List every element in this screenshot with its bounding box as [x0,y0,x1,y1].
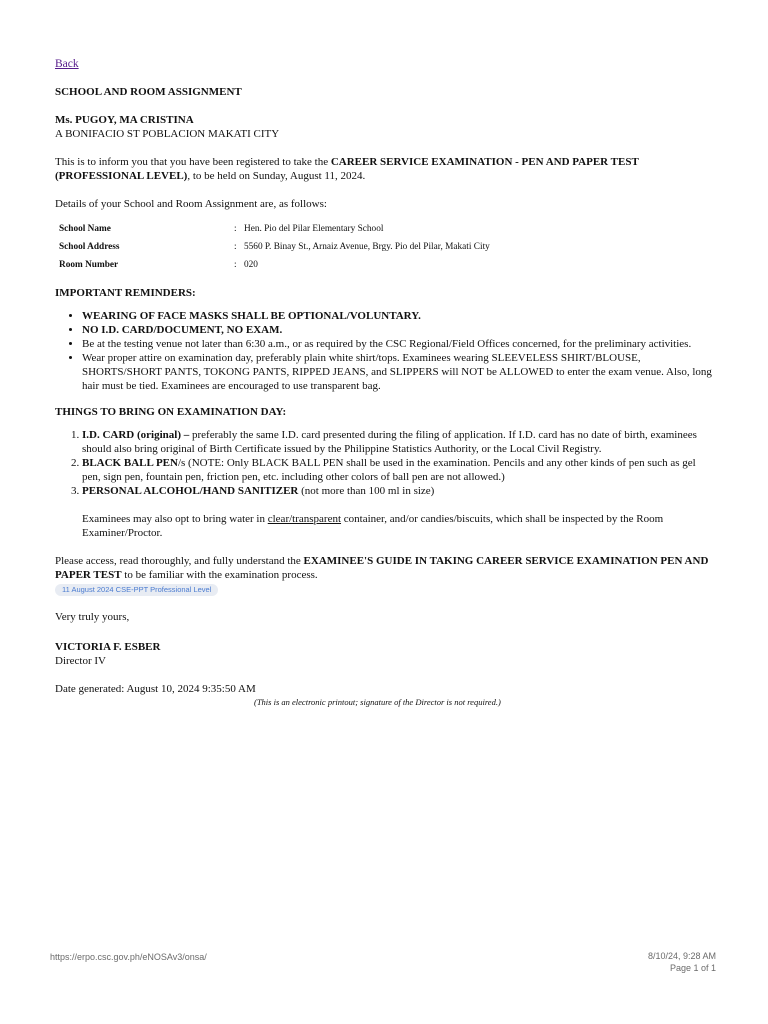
page-title: SCHOOL AND ROOM ASSIGNMENT [55,86,242,98]
assignment-details-table [55,220,490,274]
signatory-name: VICTORIA F. ESBER [55,641,161,653]
detail-label: Room Number [59,260,119,270]
reminder-item [82,323,715,337]
detail-value: Hen. Pio del Pilar Elementary School [244,224,384,234]
bring-item-title: BLACK BALL PEN [82,457,178,469]
reminders-list [55,309,715,393]
bring-heading: THINGS TO BRING ON EXAMINATION DAY: [55,406,287,418]
bring-item [82,484,715,498]
guide-link-chip[interactable]: 11 August 2024 CSE-PPT Professional Level [55,584,218,596]
reminder-item [82,337,715,351]
detail-label: School Name [59,224,111,234]
guide-suffix: to be familiar with the examination process. [121,569,318,581]
reminder-text: Be at the testing venue not later than 6:30 a.m., or as required by the CSC Regional/Field Offices concerned, for the preliminary activities. [82,338,692,350]
details-intro: Details of your School and Room Assignment are, as follows: [55,198,327,210]
electronic-printout-note: (This is an electronic printout; signature of the Director is not required.) [254,697,501,707]
bring-item [82,428,715,456]
detail-row-room-number [55,256,490,274]
bring-item-title: PERSONAL ALCOHOL/HAND SANITIZER [82,485,299,497]
bring-list [55,428,715,498]
document-body [55,57,715,708]
detail-label: School Address [59,242,120,252]
signatory-title: Director IV [55,655,107,667]
bring-item-text: (not more than 100 ml in size) [298,485,435,497]
back-link[interactable]: Back [55,58,79,70]
reminder-text: WEARING OF FACE MASKS SHALL BE OPTIONAL/VOLUNTARY. [82,310,421,322]
reminder-text: NO I.D. CARD/DOCUMENT, NO EXAM. [82,324,283,336]
detail-separator: : [234,224,237,234]
detail-separator: : [234,242,237,252]
reminder-item [82,309,715,323]
reminders-heading: IMPORTANT REMINDERS: [55,287,196,299]
guide-paragraph [55,554,715,582]
extra-prefix: Examinees may also opt to bring water in [82,513,268,525]
detail-row-school-name [55,220,490,238]
bring-extra-note [82,512,715,540]
bring-item-text: /s (NOTE: Only BLACK BALL PEN shall be used in the examination. Pencils and any other kinds of pen such as gel pen, sign pen, fountain pen, friction pen, etc. including other colors of ball pen are not allowed.) [82,457,696,483]
extra-underlined: clear/transparent [267,513,342,525]
recipient-address: A BONIFACIO ST POBLACION MAKATI CITY [55,128,280,140]
date-generated: Date generated: August 10, 2024 9:35:50 AM [55,683,256,695]
guide-prefix: Please access, read thoroughly, and fully understand the [55,555,304,567]
detail-separator: : [234,260,237,270]
closing-line: Very truly yours, [55,611,130,623]
print-footer-meta [648,950,716,974]
intro-paragraph [55,155,715,183]
detail-row-school-address [55,238,490,256]
bring-item-text: preferably the same I.D. card presented during the filing of application. If I.D. card has no date of birth, examinees should also bring original of Birth Certificate issued by the Philippine Statistics Authority, or the Local Civil Registry. [82,429,697,455]
exam-name: CAREER SERVICE EXAMINATION - PEN AND PAPER TEST (PROFESSIONAL LEVEL) [55,156,639,182]
reminder-text: Wear proper attire on examination day, preferably plain white shirt/tops. Examinees wearing SLEEVELESS SHIRT/BLOUSE, SHORTS/SHORT PANTS, TOKONG PANTS, RIPPED JEANS, and SLIPPERS will NOT be ALLOWED to enter the exam venue. Also, long hair must be tied. Examinees are encouraged to use transparent bag. [82,352,712,392]
intro-suffix: , to be held on Sunday, August 11, 2024. [187,170,366,182]
extra-suffix: container, and/or candies/biscuits, which shall be inspected by the Room Examiner/Proctor. [82,513,664,539]
detail-value: 5560 P. Binay St., Arnaiz Avenue, Brgy. Pio del Pilar, Makati City [244,242,490,252]
guide-title: EXAMINEE'S GUIDE IN TAKING CAREER SERVICE EXAMINATION PEN AND PAPER TEST [55,555,709,581]
print-footer-page: Page 1 of 1 [669,963,716,973]
print-footer-datetime: 8/10/24, 9:28 AM [647,951,716,961]
print-footer-url: https://erpo.csc.gov.ph/eNOSAv3/onsa/ [50,952,207,962]
detail-value: 020 [244,260,258,270]
reminder-item [82,351,715,393]
recipient-name: Ms. PUGOY, MA CRISTINA [55,114,194,126]
bring-item-title: I.D. CARD (original) – [82,429,190,441]
bring-item [82,456,715,484]
intro-prefix: This is to inform you that you have been registered to take the [55,156,331,168]
